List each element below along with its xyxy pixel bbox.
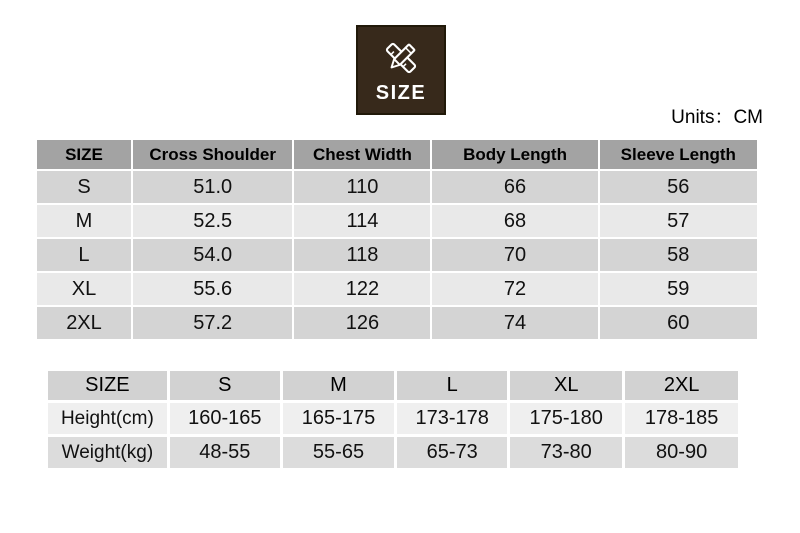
cell-value: 80-90	[625, 437, 738, 468]
cell-value: 58	[600, 239, 757, 271]
cell-value: 118	[294, 239, 430, 271]
cell-size: M	[37, 205, 131, 237]
column-header-chest-width: Chest Width	[294, 140, 430, 169]
cell-value: 51.0	[133, 171, 292, 203]
table-row-xl	[37, 273, 757, 305]
row-label: Weight(kg)	[48, 437, 167, 468]
column-header-s: S	[170, 371, 280, 400]
cell-value: 68	[432, 205, 597, 237]
cell-value: 110	[294, 171, 430, 203]
cell-size: S	[37, 171, 131, 203]
column-header-size: SIZE	[37, 140, 131, 169]
cell-value: 54.0	[133, 239, 292, 271]
column-header-cross-shoulder: Cross Shoulder	[133, 140, 292, 169]
ruler-pencil-icon	[380, 37, 422, 79]
cell-value: 126	[294, 307, 430, 339]
cell-value: 72	[432, 273, 597, 305]
table-row-m	[37, 205, 757, 237]
cell-value: 178-185	[625, 403, 738, 434]
cell-size: 2XL	[37, 307, 131, 339]
measurement-table-header-row	[37, 140, 757, 169]
cell-value: 56	[600, 171, 757, 203]
cell-value: 173-178	[397, 403, 507, 434]
column-header-m: M	[283, 371, 394, 400]
column-header-xl: XL	[510, 371, 622, 400]
height-weight-table	[45, 368, 741, 471]
cell-value: 55.6	[133, 273, 292, 305]
table-row-s	[37, 171, 757, 203]
cell-value: 74	[432, 307, 597, 339]
table-row-weight	[48, 437, 738, 468]
size-badge-label: SIZE	[375, 82, 427, 104]
cell-value: 73-80	[510, 437, 622, 468]
cell-value: 48-55	[170, 437, 280, 468]
cell-size: L	[37, 239, 131, 271]
cell-value: 59	[600, 273, 757, 305]
row-label: Height(cm)	[48, 403, 167, 434]
column-header-body-length: Body Length	[432, 140, 597, 169]
cell-value: 175-180	[510, 403, 622, 434]
column-header-sleeve-length: Sleeve Length	[600, 140, 757, 169]
cell-value: 165-175	[283, 403, 394, 434]
column-header-size: SIZE	[48, 371, 167, 400]
table-row-2xl	[37, 307, 757, 339]
cell-value: 160-165	[170, 403, 280, 434]
size-badge	[356, 25, 446, 115]
column-header-2xl: 2XL	[625, 371, 738, 400]
column-header-l: L	[397, 371, 507, 400]
table-row-l	[37, 239, 757, 271]
cell-value: 60	[600, 307, 757, 339]
units-label: Units：CM	[671, 107, 763, 128]
cell-value: 114	[294, 205, 430, 237]
measurement-table	[35, 138, 759, 341]
cell-value: 70	[432, 239, 597, 271]
cell-value: 122	[294, 273, 430, 305]
table-row-height	[48, 403, 738, 434]
cell-value: 57	[600, 205, 757, 237]
cell-size: XL	[37, 273, 131, 305]
cell-value: 52.5	[133, 205, 292, 237]
cell-value: 65-73	[397, 437, 507, 468]
cell-value: 57.2	[133, 307, 292, 339]
cell-value: 66	[432, 171, 597, 203]
cell-value: 55-65	[283, 437, 394, 468]
fit-table-header-row	[48, 371, 738, 400]
